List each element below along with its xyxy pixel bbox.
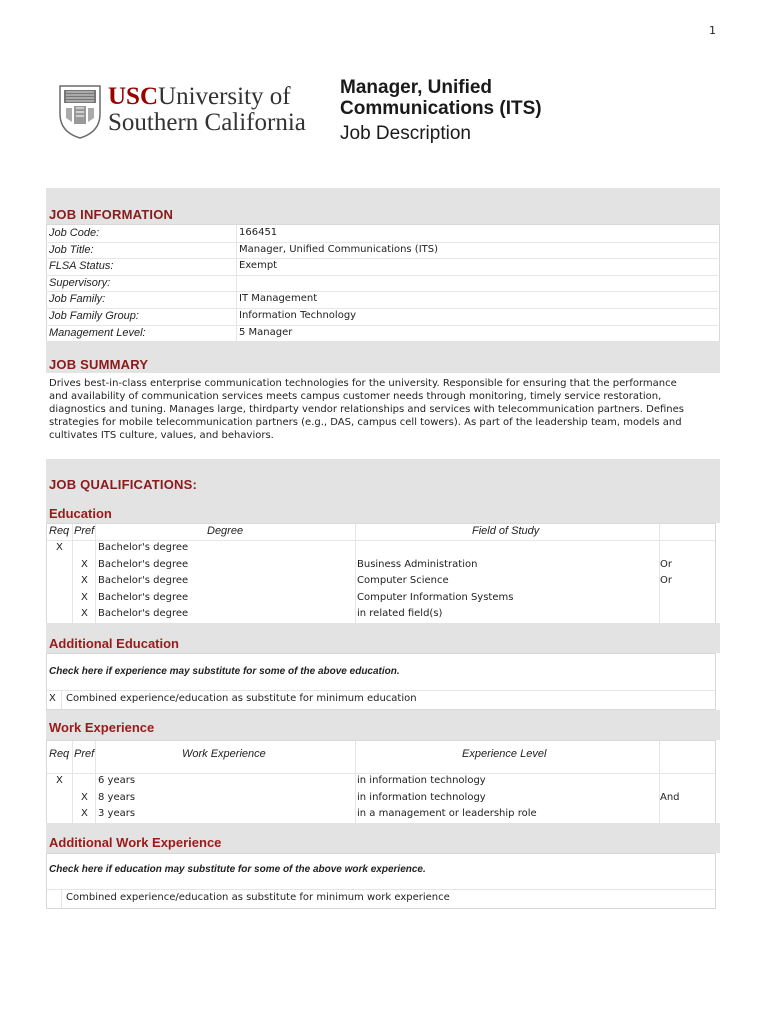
logo-southern-california-text: Southern California bbox=[108, 109, 306, 136]
job-summary-heading: JOB SUMMARY bbox=[49, 357, 149, 372]
work-col-pref: Pref bbox=[74, 748, 95, 760]
job-qualifications-heading: JOB QUALIFICATIONS: bbox=[49, 477, 197, 492]
job-info-value: 5 Manager bbox=[239, 326, 293, 338]
logo-usc-text: USC bbox=[108, 83, 159, 110]
row-divider bbox=[46, 258, 718, 259]
job-info-label: Job Family: bbox=[49, 293, 106, 306]
work-conjunction: And bbox=[660, 791, 680, 803]
work-experience-level: in a management or leadership role bbox=[357, 808, 537, 820]
education-req-mark: X bbox=[56, 542, 63, 553]
education-col-pref: Pref bbox=[74, 525, 95, 537]
work-req-mark: X bbox=[56, 775, 63, 786]
education-field: in related field(s) bbox=[357, 608, 443, 620]
additional-work-heading: Additional Work Experience bbox=[49, 835, 222, 850]
job-info-label: Management Level: bbox=[49, 326, 146, 339]
row-divider bbox=[46, 325, 718, 326]
job-info-label: FLSA Status: bbox=[49, 260, 114, 273]
education-band bbox=[46, 495, 720, 523]
education-field: Computer Information Systems bbox=[357, 591, 514, 603]
additional-work-text: Combined experience/education as substitute for minimum work experience bbox=[66, 892, 450, 903]
summary-line: cultivates ITS culture, values, and behaviors. bbox=[49, 430, 274, 441]
education-field: Computer Science bbox=[357, 575, 449, 587]
education-col-degree: Degree bbox=[207, 525, 244, 537]
title-line-2: Communications (ITS) bbox=[340, 98, 542, 119]
job-summary-text bbox=[49, 377, 715, 442]
summary-line: diagnostics and tuning. Manages large, thirdparty vendor relationships and services with telecommunication partners. Defines bbox=[49, 404, 684, 415]
work-experience-years: 3 years bbox=[98, 808, 136, 820]
work-col-req: Req bbox=[49, 748, 70, 760]
additional-education-heading: Additional Education bbox=[49, 636, 179, 651]
job-information-heading: JOB INFORMATION bbox=[49, 207, 174, 222]
work-pref-mark: X bbox=[81, 808, 88, 820]
page-number: 1 bbox=[709, 24, 716, 37]
education-col-req: Req bbox=[49, 525, 70, 537]
row-divider bbox=[46, 242, 718, 243]
additional-education-checkbox[interactable]: X bbox=[49, 693, 56, 704]
education-degree: Bachelor's degree bbox=[98, 608, 189, 620]
education-degree: Bachelor's degree bbox=[98, 558, 189, 570]
job-info-label: Supervisory: bbox=[49, 276, 111, 289]
work-col-experience: Work Experience bbox=[182, 748, 266, 760]
additional-education-text: Combined experience/education as substitute for minimum education bbox=[66, 693, 417, 704]
work-col-level: Experience Level bbox=[462, 748, 547, 760]
education-degree: Bachelor's degree bbox=[98, 575, 189, 587]
job-info-value: Manager, Unified Communications (ITS) bbox=[239, 243, 439, 255]
education-degree: Bachelor's degree bbox=[98, 591, 189, 603]
education-conjunction: Or bbox=[660, 558, 672, 570]
education-pref-mark: X bbox=[81, 575, 88, 587]
job-info-value: IT Management bbox=[239, 293, 318, 305]
job-info-value: Exempt bbox=[239, 260, 278, 272]
work-experience-years: 8 years bbox=[98, 791, 136, 803]
job-info-value: Information Technology bbox=[239, 310, 357, 321]
job-info-label: Job Code: bbox=[49, 227, 100, 239]
title-line-1: Manager, Unified bbox=[340, 77, 493, 98]
work-experience-level: in information technology bbox=[357, 791, 486, 803]
education-conjunction: Or bbox=[660, 575, 672, 587]
work-experience-level: in information technology bbox=[357, 775, 486, 786]
job-info-label: Job Family Group: bbox=[49, 310, 139, 322]
job-title-heading bbox=[340, 77, 640, 119]
row-divider bbox=[46, 291, 718, 292]
additional-education-note: Check here if experience may substitute for some of the above education. bbox=[49, 666, 400, 677]
work-experience-heading: Work Experience bbox=[49, 720, 155, 735]
education-pref-mark: X bbox=[81, 608, 88, 620]
work-pref-mark: X bbox=[81, 791, 88, 803]
summary-line: strategies for mobile telecommunication partners (e.g., DAS, campus cell towers). As part of the leadership team, models and bbox=[49, 417, 682, 428]
row-divider bbox=[46, 275, 718, 276]
additional-work-note: Check here if education may substitute for some of the above work experience. bbox=[49, 864, 426, 875]
education-pref-mark: X bbox=[81, 591, 88, 603]
education-pref-mark: X bbox=[81, 558, 88, 570]
education-col-field: Field of Study bbox=[472, 525, 540, 537]
education-heading: Education bbox=[49, 506, 112, 521]
job-description-subtitle: Job Description bbox=[340, 123, 471, 144]
logo-university-text: University of bbox=[158, 83, 291, 110]
summary-line: and availability of communication services meets campus customer needs through monitoring, timely service restoration, bbox=[49, 391, 662, 402]
row-divider bbox=[46, 308, 718, 309]
summary-line: Drives best-in-class enterprise communication technologies for the university. Responsible for ensuring that the performance bbox=[49, 378, 677, 389]
job-info-value: 166451 bbox=[239, 227, 278, 238]
education-degree: Bachelor's degree bbox=[98, 542, 189, 553]
education-field: Business Administration bbox=[357, 558, 478, 570]
usc-logo bbox=[58, 82, 328, 140]
job-info-label: Job Title: bbox=[49, 243, 94, 256]
work-experience-years: 6 years bbox=[98, 775, 136, 786]
